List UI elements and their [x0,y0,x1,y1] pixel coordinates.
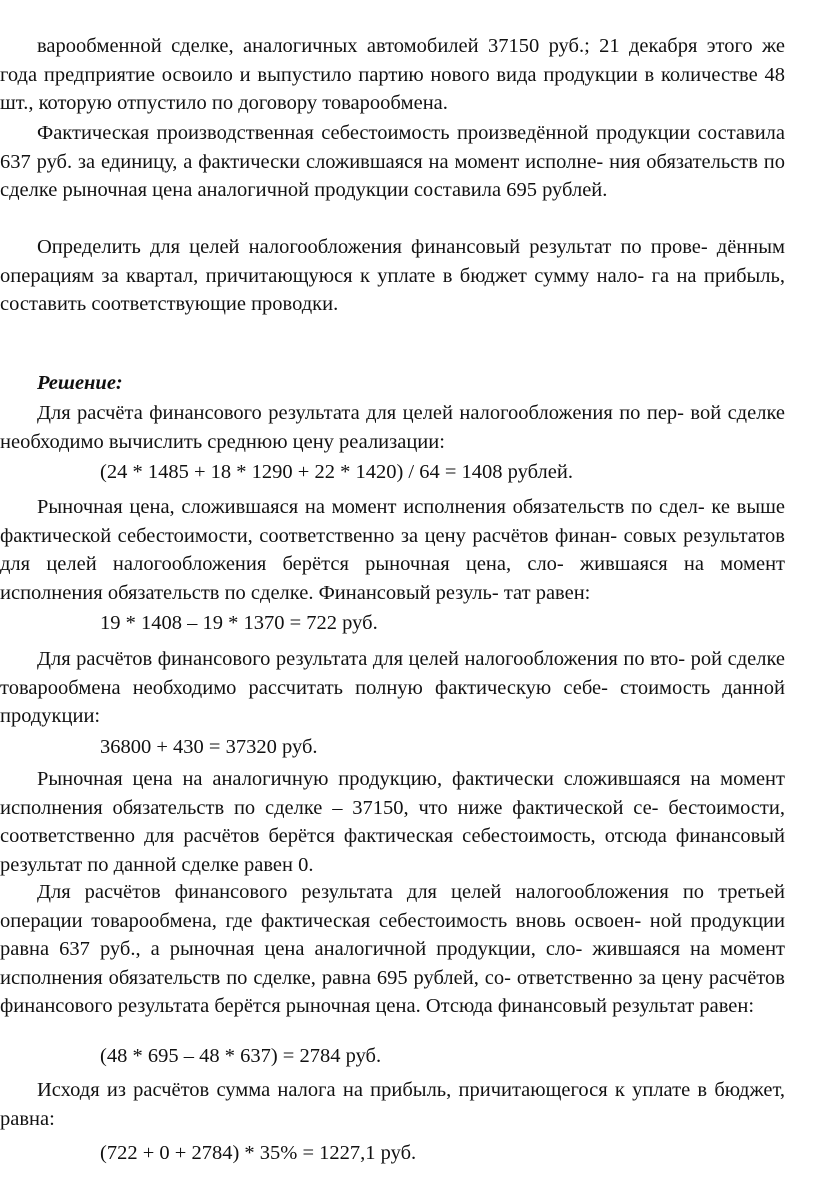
solution-paragraph-6: Исходя из расчётов сумма налога на прибыль, причитающегося к уплате в бюджет, равна: [0,1079,785,1130]
paragraph-3: Определить для целей налогообложения финансовый результат по прове- дённым операциям за квартал, причитающуюся к уплате в бюджет сумму нало- га на прибыль, составить соответствующие проводки. [0,236,785,316]
formula-profit-tax: (722 + 0 + 2784) * 35% = 1227,1 руб. [100,1142,417,1164]
solution-paragraph-5: Для расчётов финансового результата для целей налогообложения по третьей операции товарообмена, где фактическая себестоимость вновь освоен- ной продукции равна 637 руб., а рыночная цена аналогичной продукции, сло- жившаяся на момент исполнения обязательств по сделке, равна 695 рублей, со- ответственно за цену расчётов финансового результата берётся рыночная цена. Отсюда финансовый результат равен: [0,881,785,1018]
solution-heading: Решение: [37,372,123,394]
solution-paragraph-4: Рыночная цена на аналогичную продукцию, фактически сложившаяся на момент исполнения обязательств по сделке – 37150, что ниже фактической се- бестоимости, соответственно для расчётов берётся фактическая себестоимость, отсюда финансовый результат по данной сделке равен 0. [0,768,785,876]
solution-paragraph-1: Для расчёта финансового результата для целей налогообложения по пер- вой сделке необходимо вычислить среднюю цену реализации: [0,402,785,453]
formula-first-deal: 19 * 1408 – 19 * 1370 = 722 руб. [100,612,378,634]
formula-second-deal-cost: 36800 + 430 = 37320 руб. [100,736,318,758]
paragraph-2: Фактическая производственная себестоимость произведённой продукции составила 637 руб. за единицу, а фактически сложившаяся на момент исполне- ния обязательств по сделке рыночная цена аналогичной продукции составила 695 рублей. [0,122,785,202]
formula-third-deal: (48 * 695 – 48 * 637) = 2784 руб. [100,1045,382,1067]
solution-paragraph-3: Для расчётов финансового результата для целей налогообложения по вто- рой сделке товарообмена необходимо рассчитать полную фактическую себе- стоимость данной продукции: [0,648,785,728]
solution-paragraph-2: Рыночная цена, сложившаяся на момент исполнения обязательств по сдел- ке выше фактической себестоимости, соответственно за цену расчётов финан- совых результатов для целей налогообложения берётся рыночная цена, сло- жившаяся на момент исполнения обязательств по сделке. Финансовый резуль- тат равен: [0,496,785,604]
paragraph-1: варообменной сделке, аналогичных автомобилей 37150 руб.; 21 декабря этого же года предприятие освоило и выпустило партию нового вида продукции в количестве 48 шт., которую отпустило по договору товарообмена. [0,35,785,115]
formula-average-price: (24 * 1485 + 18 * 1290 + 22 * 1420) / 64 = 1408 рублей. [100,461,573,483]
